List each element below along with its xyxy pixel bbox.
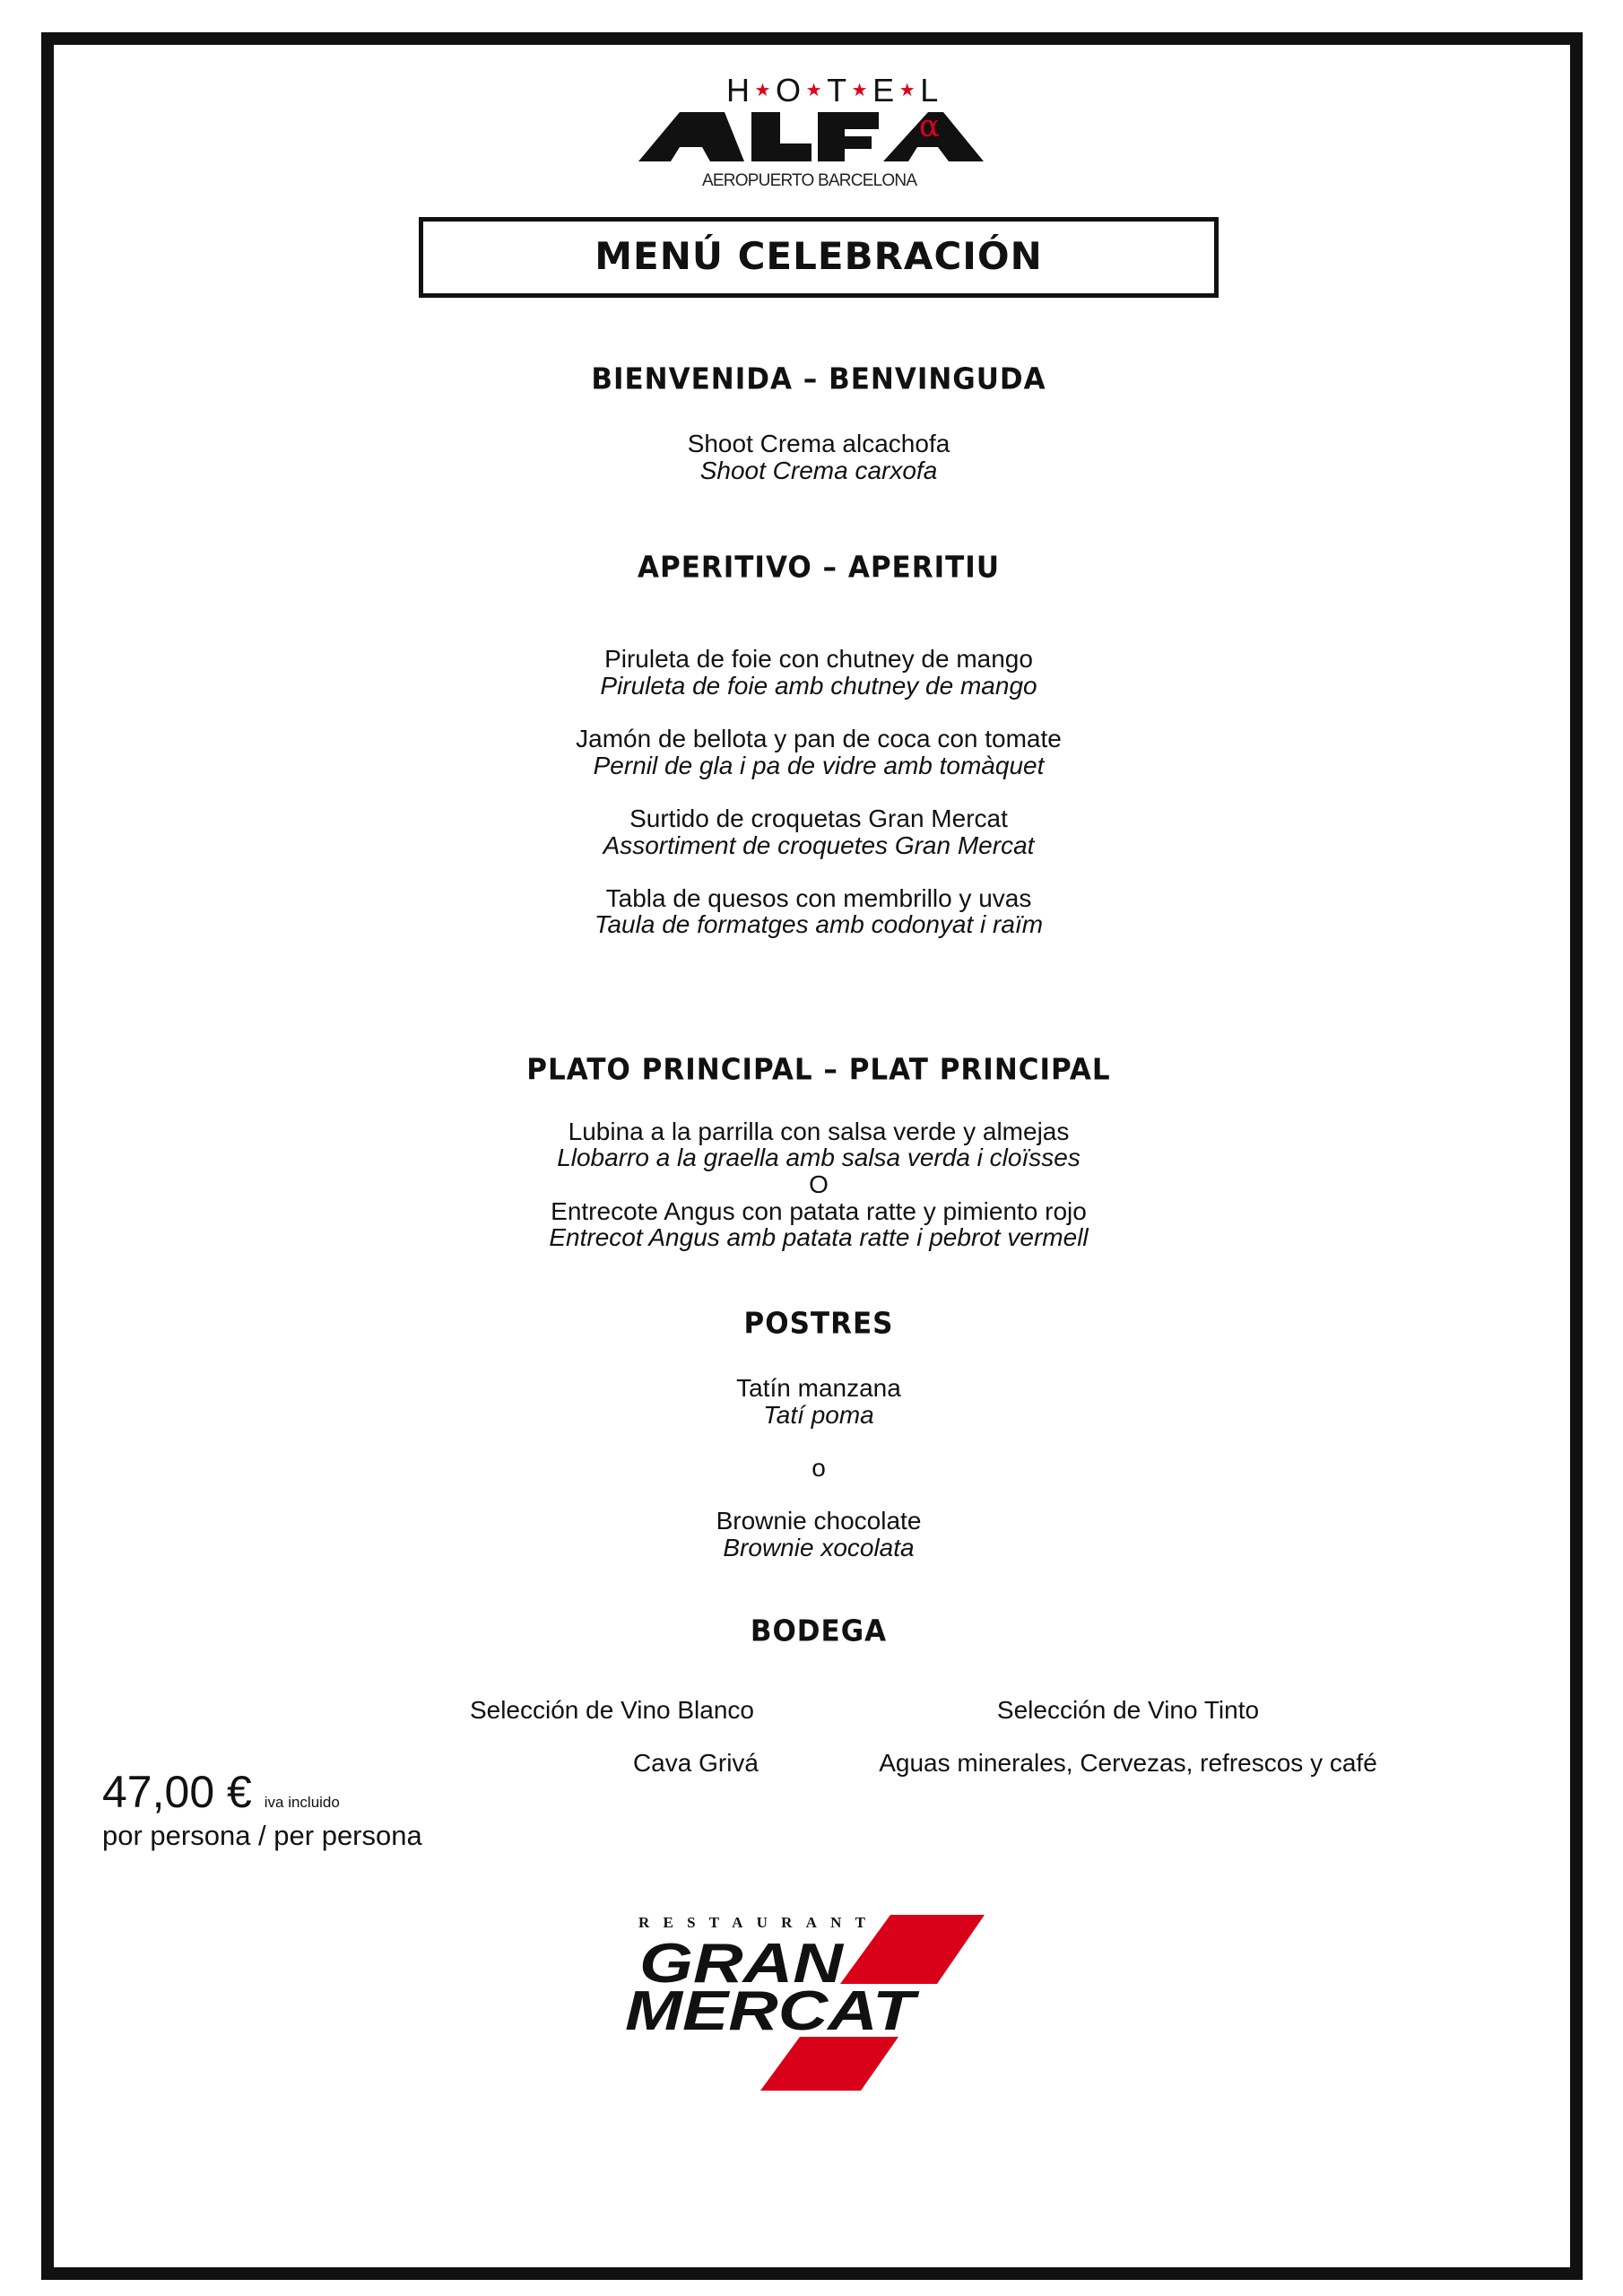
section-heading-aperitif: APERITIVO – APERITIU: [637, 551, 1000, 585]
wine-red: Selección de Vino Tinto: [996, 1696, 1260, 1724]
dish-es: Lubina a la parrilla con salsa verde y almejas: [568, 1118, 1070, 1145]
svg-text:RESTAURANT: RESTAURANT: [638, 1914, 865, 1931]
section-heading-main: PLATO PRINCIPAL – PLAT PRINCIPAL: [526, 1053, 1111, 1087]
menu-title: MENÚ CELEBRACIÓN: [595, 234, 1043, 278]
dish-es: Tabla de quesos con membrillo y uvas: [605, 884, 1032, 912]
price-block: [102, 1767, 340, 1828]
dish-ca: Taula de formatges amb codonyat i raïm: [594, 910, 1044, 938]
dish-es: Brownie chocolate: [716, 1507, 922, 1535]
dish-es: Surtido de croquetas Gran Mercat: [629, 804, 1008, 832]
section-heading-welcome: BIENVENIDA – BENVINGUDA: [591, 362, 1046, 396]
menu-title-box: [419, 217, 1219, 298]
hotel-alfa-logo: [610, 54, 1022, 197]
svg-text:MERCAT: MERCAT: [625, 1980, 921, 2042]
dish-es: Jamón de bellota y pan de coca con tomate: [576, 725, 1062, 752]
wine-white: Selección de Vino Blanco: [469, 1696, 754, 1724]
dish-ca: Pernil de gla i pa de vidre amb tomàquet: [593, 752, 1045, 779]
section-heading-desserts: POSTRES: [743, 1307, 894, 1341]
dish-ca: Tatí poma: [763, 1401, 874, 1429]
dish-es: Entrecote Angus con patata ratte y pimiento rojo: [551, 1197, 1087, 1225]
svg-text:α: α: [919, 109, 940, 144]
section-heading-wine: BODEGA: [750, 1614, 888, 1648]
dish-ca: Assortiment de croquetes Gran Mercat: [603, 831, 1035, 859]
dish-ca: Llobarro a la graella amb salsa verda i cloïsses: [557, 1144, 1081, 1171]
dish-ca: Brownie xocolata: [723, 1534, 915, 1561]
dish-ca: Entrecot Angus amb patata ratte i pebrot vermell: [549, 1223, 1089, 1251]
price-tax-note: iva incluido: [264, 1794, 340, 1811]
dish-es: Tatín manzana: [736, 1374, 901, 1402]
or-separator: o: [812, 1454, 826, 1482]
wine-drinks: Aguas minerales, Cervezas, refrescos y café: [879, 1749, 1377, 1777]
gran-mercat-logo: [610, 1901, 1022, 2117]
dish-es: Piruleta de foie con chutney de mango: [604, 645, 1033, 673]
dish-ca: Piruleta de foie amb chutney de mango: [600, 672, 1037, 700]
price-amount: 47,00 €: [102, 1767, 252, 1817]
dish-es: Shoot Crema alcachofa: [687, 430, 950, 457]
price-per-person: por persona / per persona: [102, 1820, 422, 1851]
svg-text:H ★ O ★ T ★ E ★ L: H ★ O ★ T ★ E ★ L: [726, 72, 939, 109]
wine-cava: Cava Grivá: [632, 1749, 759, 1777]
svg-text:GRAN: GRAN: [639, 1933, 845, 1995]
or-separator: O: [809, 1170, 829, 1198]
svg-text:AEROPUERTO BARCELONA: AEROPUERTO BARCELONA: [702, 171, 917, 190]
dish-ca: Shoot Crema carxofa: [699, 457, 938, 484]
